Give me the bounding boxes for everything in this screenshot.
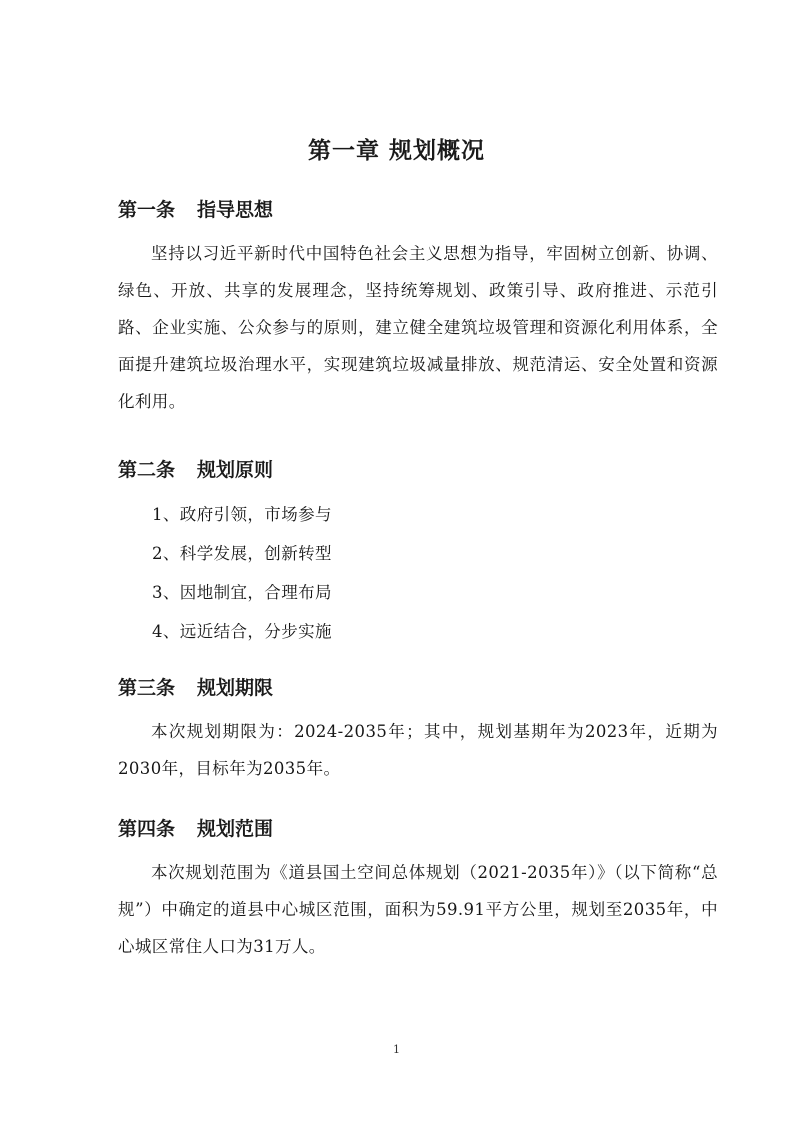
article-4 <box>118 814 718 965</box>
article-number: 第四条 <box>118 818 176 840</box>
article-paragraph: 本次规划范围为《道县国土空间总体规划（2021-2035年）》（以下简称“总规”）中确定的道县中心城区范围，面积为59.91平方公里，规划至2035年，中心城区常住人口为31万人。 <box>118 863 718 956</box>
list-item: 2、科学发展，创新转型 <box>152 544 332 563</box>
article-paragraph: 本次规划期限为：2024-2035年；其中，规划基期年为2023年，近期为2030年，目标年为2035年。 <box>118 722 718 778</box>
article-number: 第三条 <box>118 677 176 699</box>
article-heading <box>118 673 718 703</box>
article-title: 指导思想 <box>197 199 274 221</box>
article-title: 规划范围 <box>197 818 274 840</box>
chapter-title: 第一章 规划概况 <box>307 138 485 164</box>
article-number: 第二条 <box>118 459 176 481</box>
article-heading <box>118 455 718 485</box>
article-number: 第一条 <box>118 199 176 221</box>
list-item: 4、远近结合，分步实施 <box>152 622 332 641</box>
article-title: 规划期限 <box>197 677 274 699</box>
article-title: 规划原则 <box>197 459 274 481</box>
page-number: 1 <box>393 1043 400 1056</box>
article-3 <box>118 673 718 787</box>
article-heading <box>118 814 718 844</box>
article-2 <box>118 455 718 651</box>
article-heading <box>118 195 718 225</box>
list-item: 1、政府引领，市场参与 <box>152 505 332 524</box>
article-paragraph: 坚持以习近平新时代中国特色社会主义思想为指导，牢固树立创新、协调、绿色、开放、共享的发展理念，坚持统筹规划、政策引导、政府推进、示范引路、企业实施、公众参与的原则，建立健全建筑垃圾管理和资源化利用体系，全面提升建筑垃圾治理水平，实现建筑垃圾减量排放、规范清运、安全处置和资源化利用。 <box>118 244 718 411</box>
article-1 <box>118 195 718 420</box>
principles-list <box>118 495 718 651</box>
list-item: 3、因地制宜，合理布局 <box>152 583 332 602</box>
